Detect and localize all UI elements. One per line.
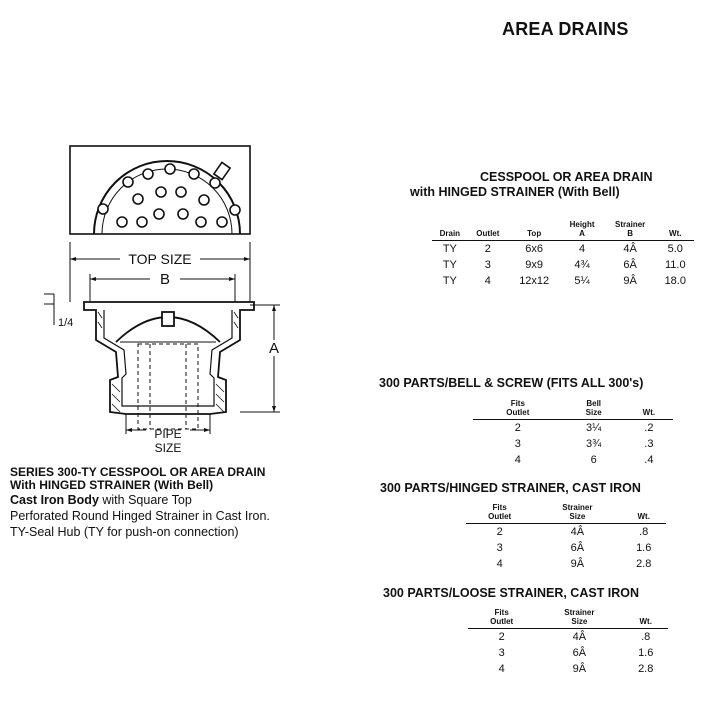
pipe-label: PIPE [154, 427, 182, 441]
table-row: 3 6Â 1.6 [496, 542, 652, 554]
a-label: A [268, 340, 280, 357]
col-drain: Drain [432, 220, 468, 241]
loose-strainer-table [468, 608, 668, 677]
drain-drawing [40, 142, 320, 457]
table-row: 2 4Â .8 [498, 631, 651, 643]
col-strainer: Strainer B [604, 220, 657, 241]
series-description [10, 466, 330, 540]
hinged-table-title: 300 PARTS/HINGED STRAINER, CAST IRON [380, 481, 641, 495]
col-fits-outlet: Fits Outlet [466, 503, 533, 524]
table-row: 2 4Â .8 [496, 526, 649, 538]
col-outlet: Outlet [468, 220, 508, 241]
table-row: TY 2 6x6 4 4Â 5.0 [442, 243, 683, 255]
b-label: B [159, 271, 171, 288]
table-row: 2 3¼ .2 [514, 422, 654, 434]
series-title-2: With HINGED STRAINER (With Bell) [10, 478, 214, 492]
table-row: 4 6 .4 [514, 454, 654, 466]
col-strainer-size: Strainer Size [535, 608, 623, 629]
main-table-title-1: CESSPOOL OR AREA DRAIN [480, 170, 653, 184]
col-bell-size: Bell Size [563, 399, 625, 420]
main-spec-table [432, 220, 694, 289]
col-wt: Wt. [625, 399, 673, 420]
series-title-1: SERIES 300-TY CESSPOOL OR AREA DRAIN [10, 465, 266, 479]
pipe-size-label: SIZE [154, 441, 182, 455]
col-fits-outlet: Fits Outlet [473, 399, 563, 420]
top-size-label: TOP SIZE [128, 251, 192, 267]
main-table-title-2: with HINGED STRAINER (With Bell) [410, 185, 620, 199]
col-wt: Wt. [623, 608, 668, 629]
bell-table-title: 300 PARTS/BELL & SCREW (FITS ALL 300's) [379, 376, 644, 390]
table-row: 3 3¾ .3 [514, 438, 654, 450]
col-height: Height A [560, 220, 603, 241]
page-title: AREA DRAINS [502, 19, 629, 39]
quarter-label: 1/4 [58, 317, 74, 329]
series-body-line-3: TY-Seal Hub (TY for push-on connection) [10, 525, 239, 539]
col-wt: Wt. [657, 220, 694, 241]
bell-table [473, 399, 673, 468]
table-row: 4 9Â 2.8 [496, 558, 652, 570]
col-wt: Wt. [621, 503, 666, 524]
col-strainer-size: Strainer Size [533, 503, 621, 524]
hinged-strainer-table [466, 503, 666, 572]
loose-table-title: 300 PARTS/LOOSE STRAINER, CAST IRON [383, 586, 640, 600]
table-row: TY 4 12x12 5¼ 9Â 18.0 [442, 275, 686, 287]
series-body-line-2: Perforated Round Hinged Strainer in Cast Iron. [10, 509, 270, 523]
table-row: 4 9Â 2.8 [498, 663, 654, 675]
col-fits-outlet: Fits Outlet [468, 608, 535, 629]
col-top: Top [508, 220, 560, 241]
table-row: 3 6Â 1.6 [498, 647, 654, 659]
series-body-line-1: Cast Iron Body with Square Top [10, 493, 192, 507]
table-row: TY 3 9x9 4¾ 6Â 11.0 [442, 259, 686, 271]
